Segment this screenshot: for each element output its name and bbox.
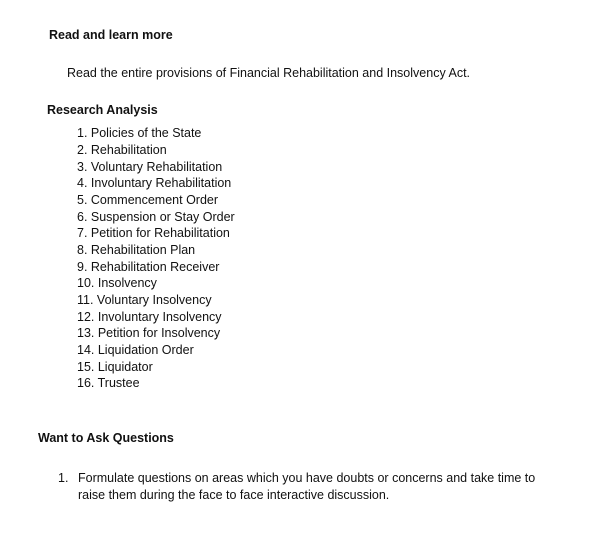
list-item: 4. Involuntary Rehabilitation (77, 176, 232, 190)
question-text: Formulate questions on areas which you have doubts or concerns and take time to raise them during the face to face interactive discussion. (78, 471, 536, 502)
list-item: 15. Liquidator (77, 360, 153, 374)
list-item: 8. Rehabilitation Plan (77, 243, 196, 257)
list-item: 7. Petition for Rehabilitation (77, 226, 230, 240)
list-item: 14. Liquidation Order (77, 343, 194, 357)
list-item: 13. Petition for Insolvency (77, 326, 221, 340)
list-item: 5. Commencement Order (77, 193, 219, 207)
list-item: 2. Rehabilitation (77, 143, 167, 157)
question-number: 1. (58, 471, 69, 485)
list-item: 10. Insolvency (77, 276, 157, 290)
intro-paragraph: Read the entire provisions of Financial Rehabilitation and Insolvency Act. (67, 66, 471, 80)
section-heading-read: Read and learn more (49, 28, 173, 42)
list-item: 6. Suspension or Stay Order (77, 210, 235, 224)
list-item: 11. Voluntary Insolvency (77, 293, 212, 307)
list-item: 12. Involuntary Insolvency (77, 310, 222, 324)
list-item: 9. Rehabilitation Receiver (77, 260, 220, 274)
section-heading-questions: Want to Ask Questions (38, 431, 174, 445)
list-item: 3. Voluntary Rehabilitation (77, 160, 223, 174)
list-item: 16. Trustee (77, 376, 140, 390)
section-heading-research: Research Analysis (47, 103, 158, 117)
list-item: 1. Policies of the State (77, 126, 202, 140)
